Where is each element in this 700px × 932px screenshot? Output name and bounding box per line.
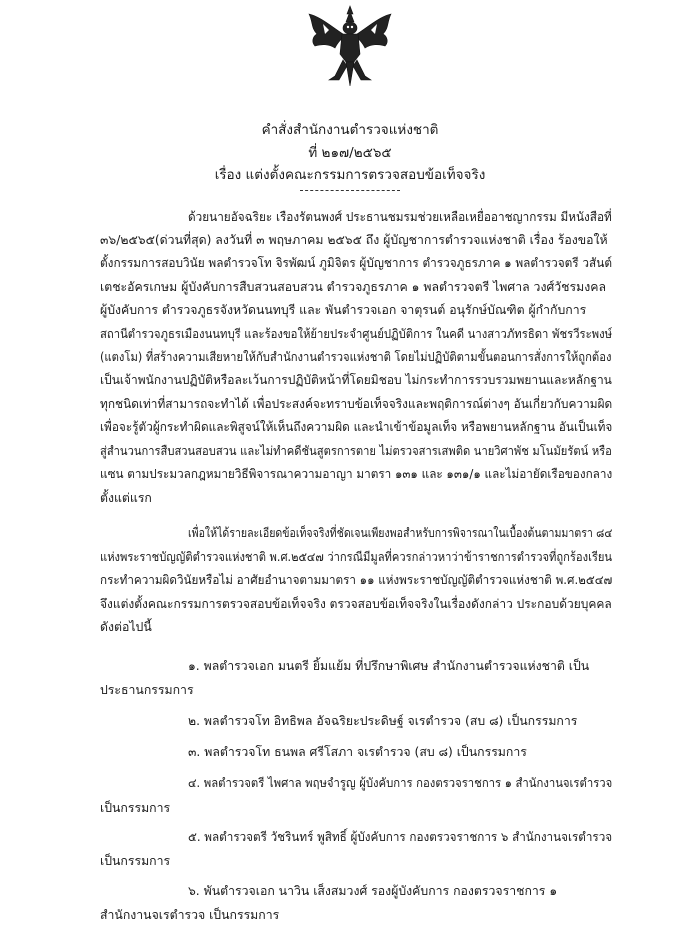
- paragraph1-line: เตชะอัครเกษม ผู้บังคับการสืบสวนสอบสวน ตำรวจภูธรภาค ๑ พลตำรวจตรี ไพศาล วงศ์วัชรมงคล: [100, 280, 606, 294]
- member-5-line: ๕. พลตำรวจตรี วัชรินทร์ พูสิทธิ์ ผู้บังคับการ กองตรวจราชการ ๖ สำนักงานจเรตำรวจ: [188, 830, 613, 844]
- separator-line: [300, 190, 400, 191]
- paragraph1-line: ๓๖/๒๕๖๕(ด่วนที่สุด) ลงวันที่ ๓ พฤษภาคม ๒๕๖๕ ถึง ผู้บัญชาการตำรวจแห่งชาติ เรื่อง ร้องขอให้: [100, 233, 608, 247]
- paragraph1-line: เป็นเจ้าพนักงานปฏิบัติหรือละเว้นการปฏิบัติหน้าที่โดยมิชอบ ไม่กระทำการรวบรวมพยานและหลักฐาน: [100, 373, 612, 387]
- paragraph1-line: สู่สำนวนการสืบสวนสอบสวน และไม่ทำคดีชันสูตรการตาย ไม่ตรวจสารเสพติด นายวิศาพัช มโนมัยรัตน์ หรือ: [100, 444, 612, 458]
- paragraph1-line: ตั้งแต่แรก: [100, 491, 152, 505]
- paragraph1-line: สถานีตำรวจภูธรเมืองนนทบุรี และร้องขอให้ย้ายประจำศูนย์ปฏิบัติการ ในคดี นางสาวภัทรธิดา พัชรวีระพงษ์: [100, 327, 613, 341]
- paragraph1-line: ผู้บังคับการ ตำรวจภูธรจังหวัดนนทบุรี และ พันตำรวจเอก จาตุรนต์ อนุรักษ์บัณฑิต ผู้กำกับการ: [100, 303, 587, 317]
- paragraph1-line: ตั้งกรรมการสอบวินัย พลตำรวจโท จิรพัฒน์ ภูมิจิตร ผู้บัญชาการ ตำรวจภูธรภาค ๑ พลตำรวจตรี วสันต์: [100, 256, 613, 270]
- order-title: คำสั่งสำนักงานตำรวจแห่งชาติ: [261, 122, 439, 138]
- paragraph2-line: เพื่อให้ได้รายละเอียดข้อเท็จจริงที่ชัดเจนเพียงพอสำหรับการพิจารณาในเบื้องต้นตามมาตรา ๘๔: [188, 526, 613, 540]
- member-5-line: เป็นกรรมการ: [100, 854, 171, 868]
- paragraph1-line: (แตงโม) ที่สร้างความเสียหายให้กับสำนักงานตำรวจแห่งชาติ โดยไม่ปฏิบัติตามขั้นตอนการสั่งการให้ถูกต้อง: [100, 350, 612, 364]
- member-6-line: สำนักงานจเรตำรวจ เป็นกรรมการ: [100, 908, 280, 922]
- member-2-line: ๒. พลตำรวจโท อิทธิพล อัจฉริยะประดิษฐ์ จเรตำรวจ (สบ ๘) เป็นกรรมการ: [188, 714, 578, 728]
- garuda-emblem-icon: [305, 4, 395, 90]
- member-4-line: เป็นกรรมการ: [100, 801, 171, 815]
- member-3-line: ๓. พลตำรวจโท ธนพล ศรีโสภา จเรตำรวจ (สบ ๘) เป็นกรรมการ: [188, 745, 527, 759]
- paragraph1-line: เพื่อจะรู้ตัวผู้กระทำผิดและพิสูจน์ให้เห็นถึงความผิด และนำเข้าข้อมูลเท็จ หรือพยานหลักฐาน อันเป็นเท็จ: [100, 420, 613, 434]
- order-subject: เรื่อง แต่งตั้งคณะกรรมการตรวจสอบข้อเท็จจริง: [214, 167, 486, 183]
- member-1-line: ๑. พลตำรวจเอก มนตรี ยิ้มแย้ม ที่ปรึกษาพิเศษ สำนักงานตำรวจแห่งชาติ เป็น: [188, 659, 590, 673]
- paragraph2-line: แห่งพระราชบัญญัติตำรวจแห่งชาติ พ.ศ.๒๕๔๗ ว่ากรณีมีมูลที่ควรกล่าวหาว่าข้าราชการตำรวจที่ถูกร้องเรียน: [100, 550, 613, 564]
- member-1-line: ประธานกรรมการ: [100, 683, 194, 697]
- paragraph1-line: ด้วยนายอัจฉริยะ เรืองรัตนพงศ์ ประธานชมรมช่วยเหลือเหยื่ออาชญากรรม มีหนังสือที่: [188, 210, 612, 224]
- member-6-line: ๖. พันตำรวจเอก นาวิน เส็งสมวงศ์ รองผู้บังคับการ กองตรวจราชการ ๑: [188, 884, 558, 898]
- member-4-line: ๔. พลตำรวจตรี ไพศาล พฤษจำรูญ ผู้บังคับการ กองตรวจราชการ ๑ สำนักงานจเรตำรวจ: [188, 776, 613, 790]
- paragraph2-line: กระทำความผิดวินัยหรือไม่ อาศัยอำนาจตามมาตรา ๑๑ แห่งพระราชบัญญัติตำรวจแห่งชาติ พ.ศ.๒๕๔๗: [100, 573, 613, 587]
- paragraph2-line: ดังต่อไปนี้: [100, 620, 152, 634]
- paragraph1-line: ทุกชนิดเท่าที่สามารถจะทำได้ เพื่อประสงค์จะทราบข้อเท็จจริงและพฤติการณ์ต่างๆ อันเกี่ยวกับความผิด: [100, 397, 613, 411]
- paragraph2-line: จึงแต่งตั้งคณะกรรมการตรวจสอบข้อเท็จจริง ตรวจสอบข้อเท็จจริงในเรื่องดังกล่าว ประกอบด้วยบุคคล: [100, 597, 612, 611]
- paragraph1-line: แซน ตามประมวลกฎหมายวิธีพิจารณาความอาญา มาตรา ๑๓๑ และ ๑๓๑/๑ และไม่อายัดเรือของกลาง: [100, 467, 613, 481]
- order-number: ที่ ๒๑๗/๒๕๖๕: [308, 145, 392, 161]
